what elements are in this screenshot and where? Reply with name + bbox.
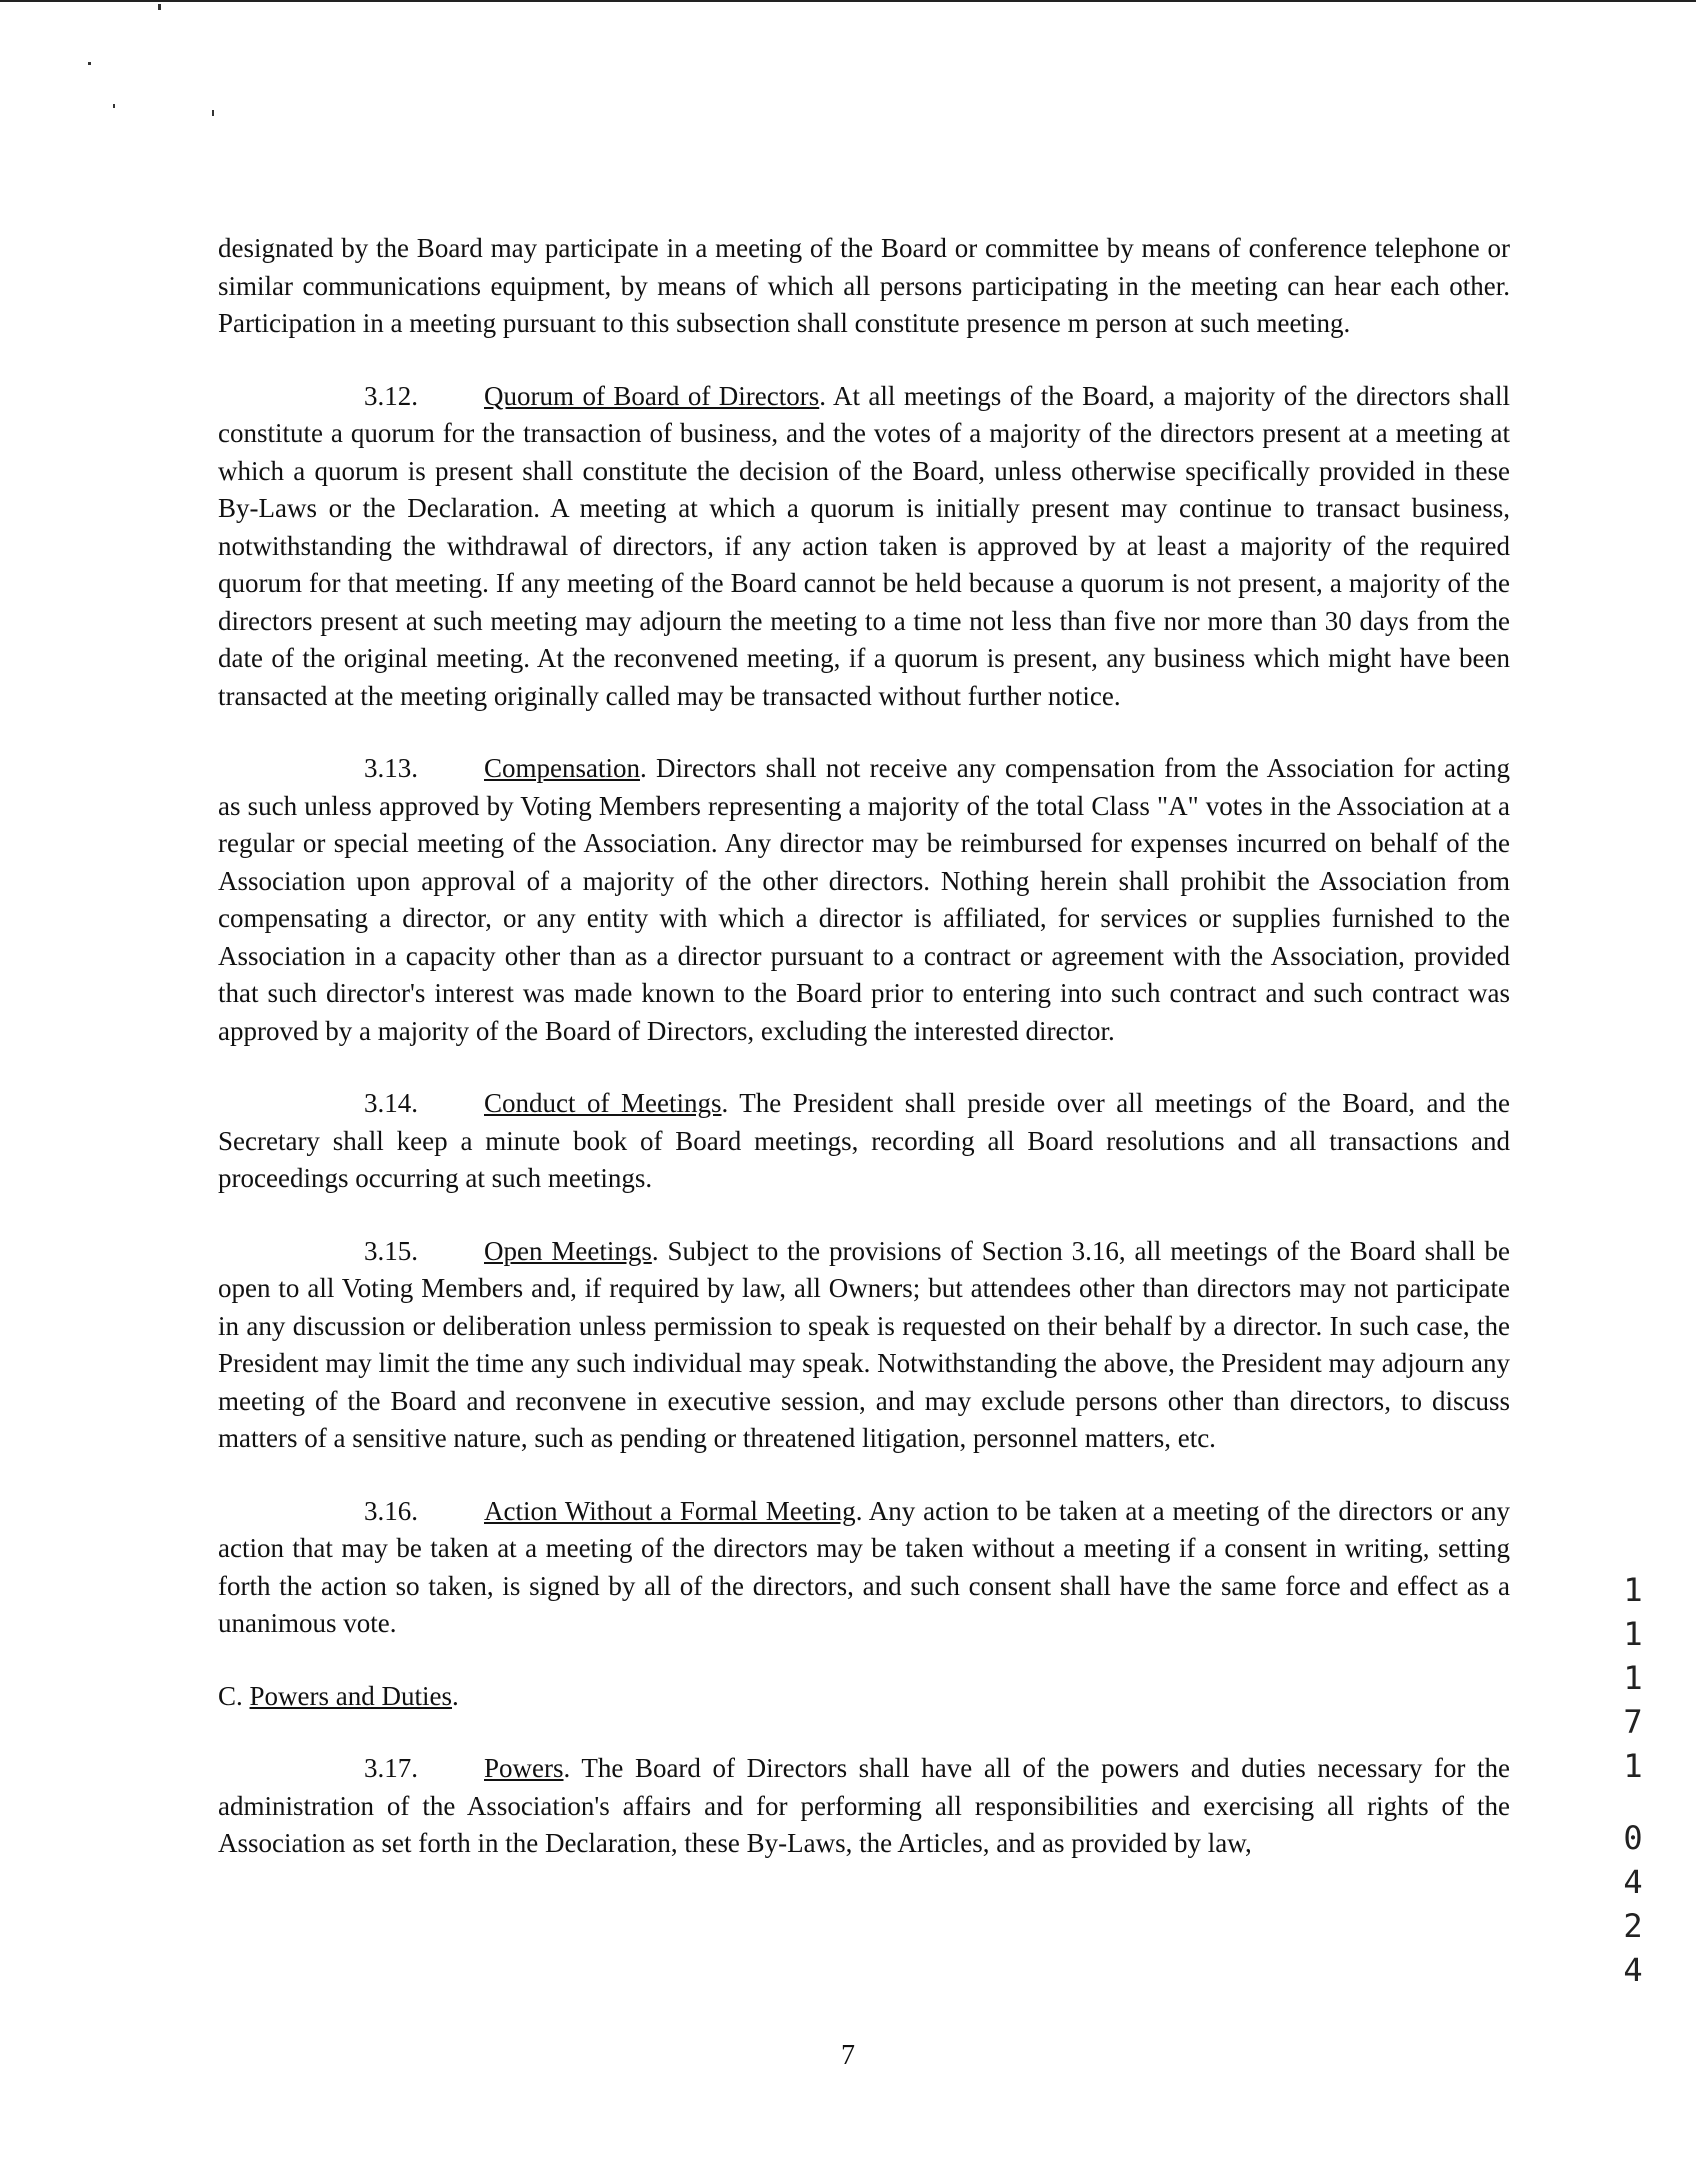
section-number: 3.12. xyxy=(364,380,418,411)
scan-speck xyxy=(158,4,161,10)
bates-digit: 4 xyxy=(1623,1951,1643,1989)
section-number: 3.17. xyxy=(364,1753,418,1783)
scan-speck xyxy=(88,62,91,65)
section-text: . Any action to be taken at a meeting of the directors or any action that may be taken at a meeting of the directors may be taken without a meeting if a consent in writing, setting forth the action so taken, is signed by all of the directors, and such consent shall have the same force and effect as a unanimous vote. xyxy=(218,1495,1510,1638)
subsection-prefix: C. xyxy=(218,1680,243,1711)
bates-digit: 2 xyxy=(1623,1907,1643,1945)
subsection-heading xyxy=(218,1678,1510,1716)
section-heading: Conduct of Meetings xyxy=(484,1088,722,1118)
bates-digit: 0 xyxy=(1623,1819,1643,1857)
section-text: . The Board of Directors shall have all of the powers and duties necessary for the administration of the Association's affairs and for performing all responsibilities and exercising all rights of the Association as set forth in the Declaration, these By-Laws, the Articles, and as provided by law, xyxy=(218,1753,1510,1858)
section-heading: Quorum of Board of Directors xyxy=(484,380,820,411)
bates-gap xyxy=(1618,1788,1648,1816)
paragraph-continuation xyxy=(218,230,1510,343)
section-3-14 xyxy=(218,1085,1510,1198)
section-3-17 xyxy=(218,1750,1510,1863)
bates-digit: 1 xyxy=(1623,1615,1643,1653)
section-text: . Directors shall not receive any compensation from the Association for acting as such unless approved by Voting Members representing a majority of the total Class "A" votes in the Association at a regular or special meeting of the Association. Any director may be reimbursed for expenses incurred on behalf of the Association upon approval of a majority of the other directors. Nothing herein shall prohibit the Association from compensating a director, or any entity with which a director is affiliated, for services or supplies furnished to the Association in a capacity other than as a director pursuant to a contract or agreement with the Association, provided that such director's interest was made known to the Board prior to entering into such contract and such contract was approved by a majority of the Board of Directors, excluding the interested director. xyxy=(218,753,1510,1046)
section-heading: Compensation xyxy=(484,753,640,783)
section-number: 3.13. xyxy=(364,753,418,783)
bates-digit: 1 xyxy=(1623,1659,1643,1697)
scan-speck xyxy=(113,104,115,108)
scan-top-edge xyxy=(0,0,1696,2)
section-text: . At all meetings of the Board, a majority of the directors shall constitute a quorum for the transaction of business, and the votes of a majority of the directors present at a meeting at which a quorum is present shall constitute the decision of the Board, unless otherwise specifically provided in these By-Laws or the Declaration. A meeting at which a quorum is initially present may continue to transact business, notwithstanding the withdrawal of directors, if any action taken is approved by at least a majority of the required quorum for that meeting. If any meeting of the Board cannot be held because a quorum is not present, a majority of the directors present at such meeting may adjourn the meeting to a time not less than five nor more than 30 days from the date of the original meeting. At the reconvened meeting, if a quorum is present, any business which might have been transacted at the meeting originally called may be transacted without further notice. xyxy=(218,380,1510,711)
bates-digit: 1 xyxy=(1623,1571,1643,1609)
document-body xyxy=(218,230,1510,1898)
section-heading: Open Meetings xyxy=(484,1235,652,1266)
section-number: 3.15. xyxy=(364,1235,418,1266)
section-number: 3.14. xyxy=(364,1088,418,1118)
section-text: . Subject to the provisions of Section 3.16, all meetings of the Board shall be open to all Voting Members and, if required by law, all Owners; but attendees other than directors may not participate in any discussion or deliberation unless permission to speak is requested on their behalf by a director. In such case, the President may limit the time any such individual may speak. Notwithstanding the above, the President may adjourn any meeting of the Board and reconvene in executive session, and may exclude persons other than directors, to discuss matters of a sensitive nature, such as pending or threatened litigation, personnel matters, etc. xyxy=(218,1235,1511,1453)
subsection-suffix: . xyxy=(452,1680,459,1711)
section-3-13 xyxy=(218,750,1510,1050)
scan-speck xyxy=(212,110,214,116)
section-3-12 xyxy=(218,378,1510,716)
section-heading: Powers xyxy=(484,1753,564,1783)
page-number: 7 xyxy=(841,2040,855,2071)
bates-digit: 7 xyxy=(1623,1703,1643,1741)
bates-digit: 1 xyxy=(1623,1747,1643,1785)
subsection-title: Powers and Duties xyxy=(249,1680,452,1711)
bates-stamp xyxy=(1618,1568,1648,1992)
paragraph-text: designated by the Board may participate in a meeting of the Board or committee by means of conference telephone or similar communications equipment, by means of which all persons participating in the meeting can hear each other. Participation in a meeting pursuant to this subsection shall constitute presence m person at such meeting. xyxy=(218,233,1510,338)
section-3-16 xyxy=(218,1493,1510,1643)
section-number: 3.16. xyxy=(364,1495,418,1526)
bates-digit: 4 xyxy=(1623,1863,1643,1901)
section-heading: Action Without a Formal Meeting xyxy=(484,1495,856,1526)
section-text: . The President shall preside over all meetings of the Board, and the Secretary shall keep a minute book of Board meetings, recording all Board resolutions and all transactions and proceedings occurring at such meetings. xyxy=(218,1088,1510,1193)
section-3-15 xyxy=(218,1233,1510,1458)
